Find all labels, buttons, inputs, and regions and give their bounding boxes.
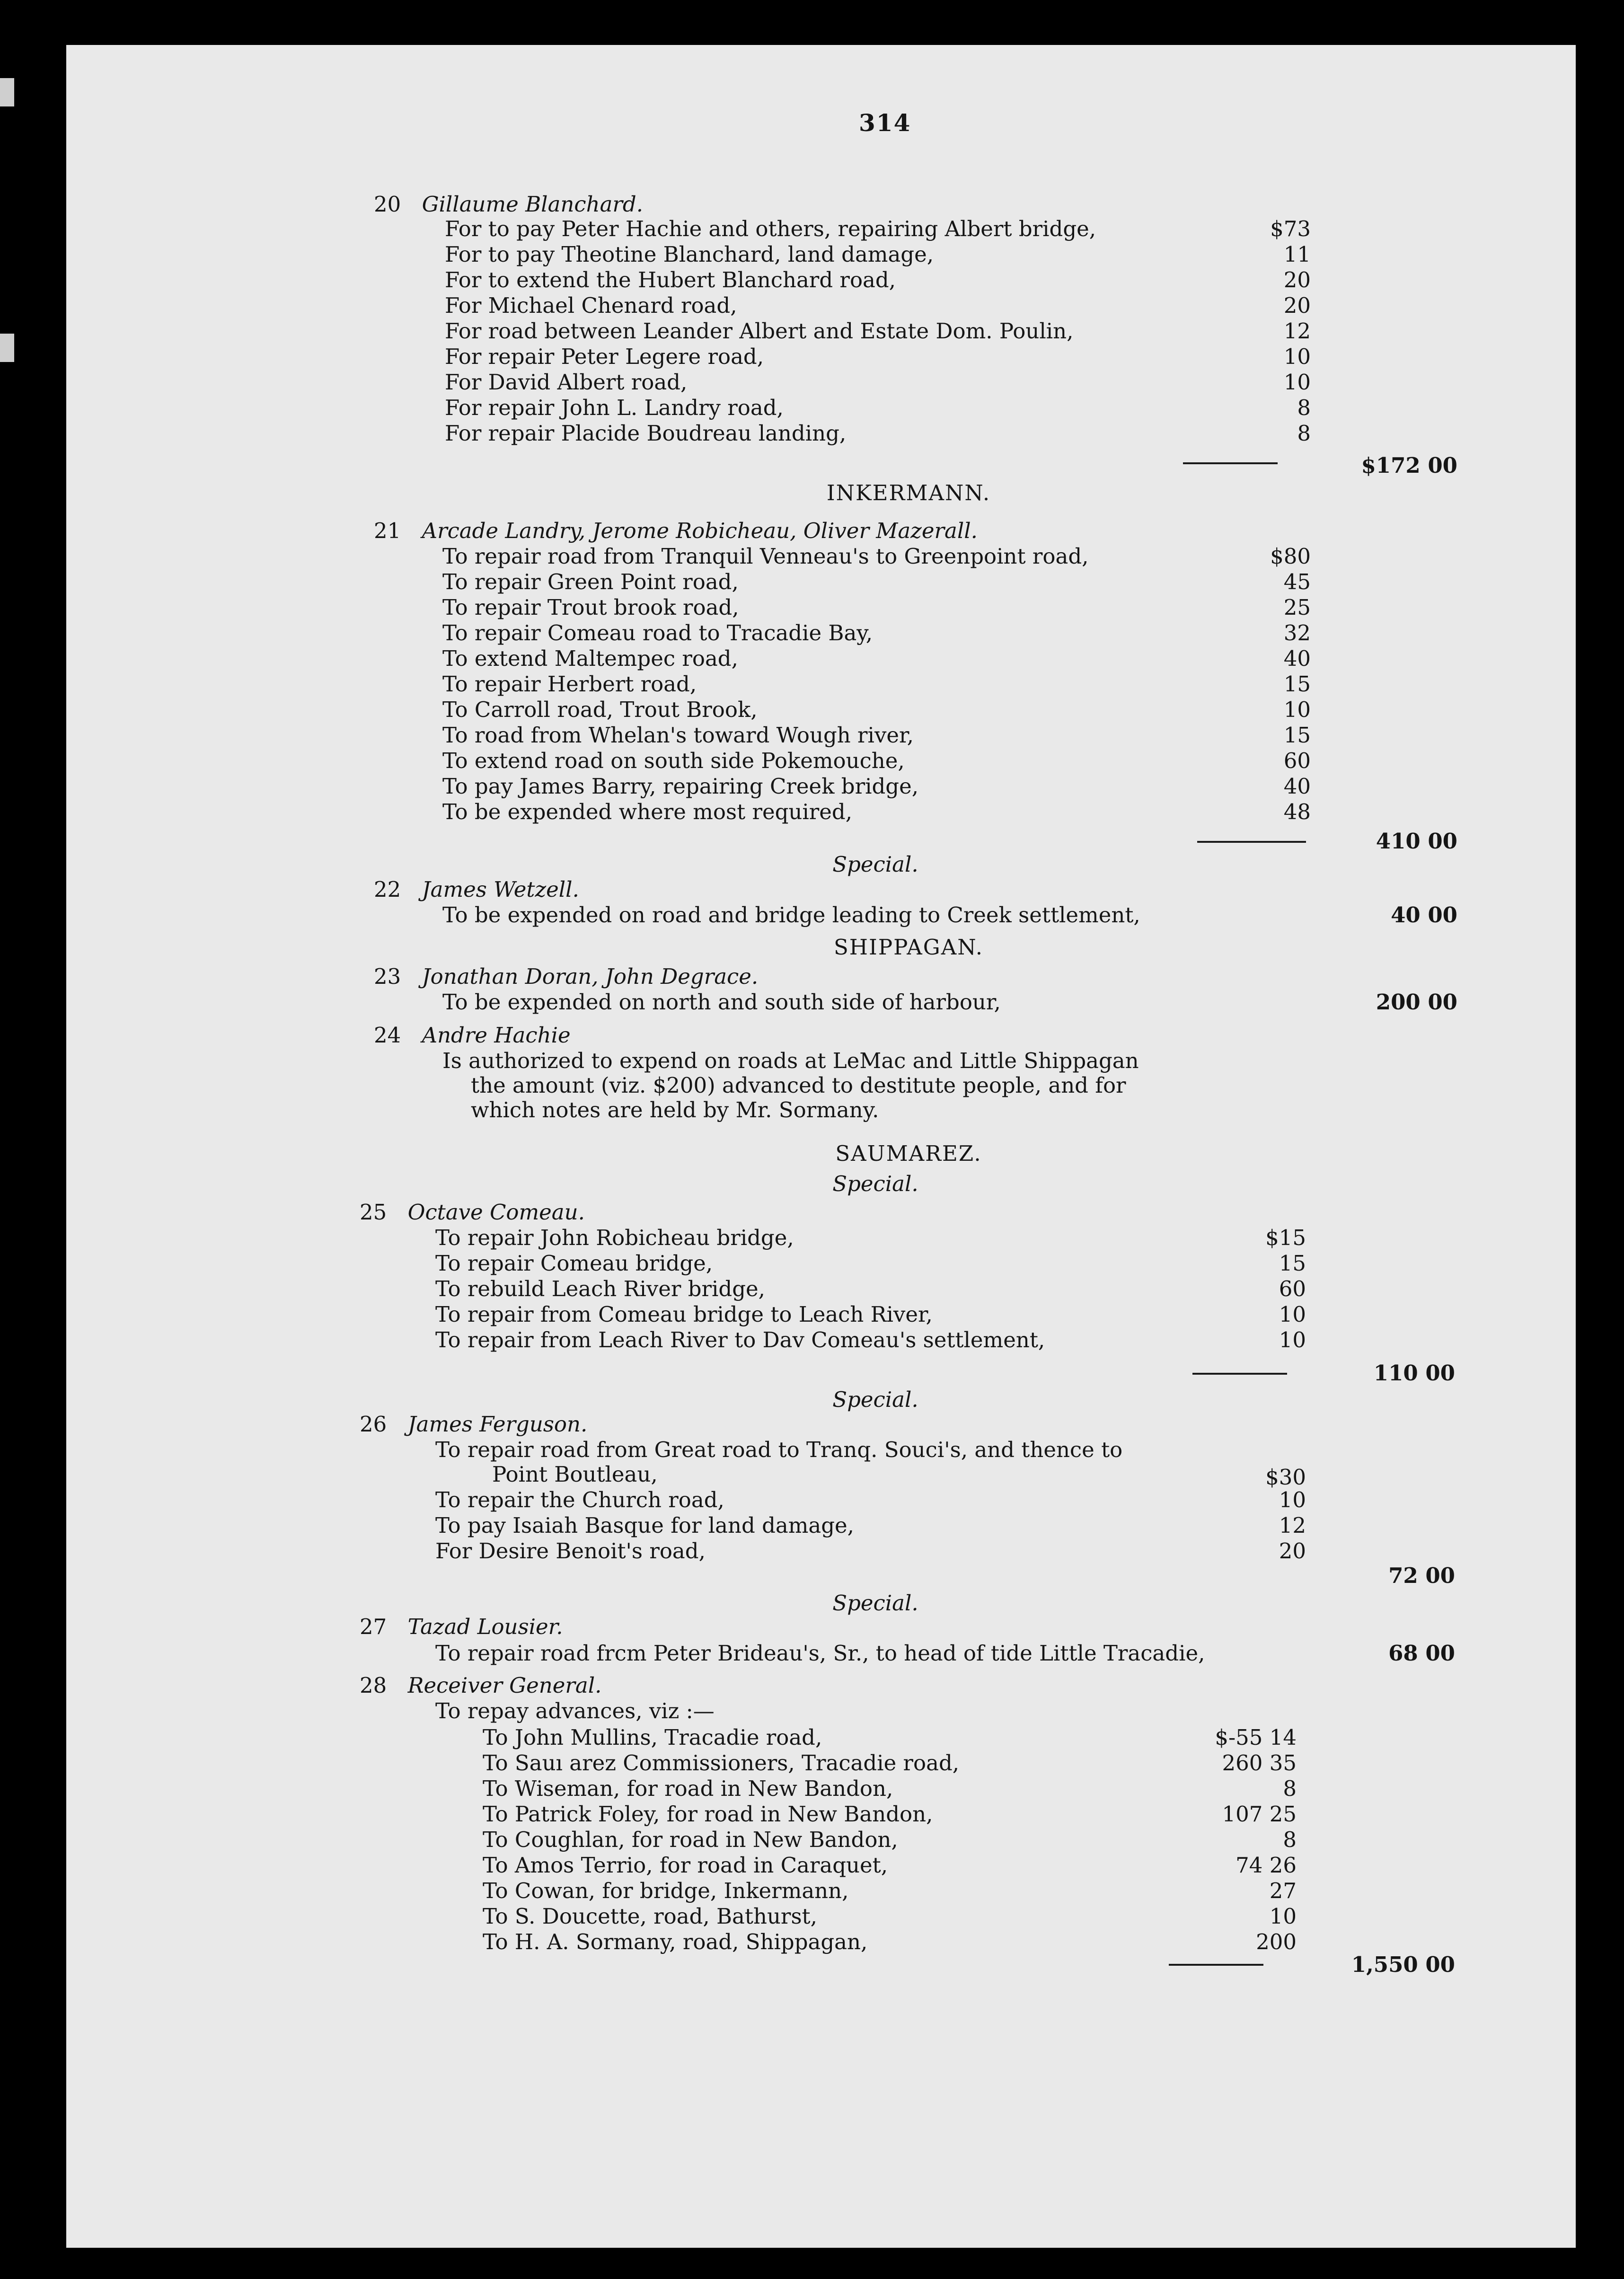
line-item-text: To road from Whelan's toward Wough river,	[442, 723, 914, 748]
special-label: Special.	[832, 852, 918, 877]
parish-heading-inkermann: INKERMANN.	[826, 480, 991, 505]
line-item-amount: 20	[1283, 293, 1311, 318]
line-item-amount: 48	[1283, 799, 1311, 824]
line-item-amount: $80	[1270, 544, 1311, 569]
commissioner-name: Arcade Landry, Jerome Robicheau, Oliver Mazerall.	[422, 518, 978, 543]
special-label: Special.	[832, 1590, 918, 1616]
section-25-header	[360, 1200, 585, 1225]
commissioner-name: Jonathan Doran, John Degrace.	[422, 964, 759, 989]
section-28-total: 1,550 00	[1351, 1952, 1455, 1977]
line-item-amount: 10	[1279, 1327, 1306, 1352]
section-26-text-line: To repair road from Great road to Tranq. Souci's, and thence to	[435, 1437, 1123, 1462]
section-number: 27	[360, 1614, 387, 1639]
section-number: 28	[360, 1673, 387, 1698]
commissioner-name: Octave Comeau.	[407, 1200, 585, 1225]
commissioner-name: Receiver General.	[407, 1673, 602, 1698]
section-24-header	[374, 1023, 571, 1048]
line-item-text: For road between Leander Albert and Estate Dom. Poulin,	[445, 318, 1074, 344]
page-edge-mark	[0, 78, 14, 106]
section-24-text-line: which notes are held by Mr. Sormany.	[471, 1097, 879, 1122]
line-item-text: To repair Comeau road to Tracadie Bay,	[442, 620, 873, 645]
line-item-amount: 11	[1283, 242, 1311, 267]
section-27-item: To repair road frcm Peter Brideau's, Sr., to head of tide Little Tracadie,	[435, 1641, 1205, 1666]
line-item-text: To Cowan, for bridge, Inkermann,	[483, 1878, 849, 1903]
line-item-amount: 40	[1283, 646, 1311, 671]
line-item-text: To repair from Leach River to Dav Comeau's settlement,	[435, 1327, 1045, 1352]
line-item-text: For to extend the Hubert Blanchard road,	[445, 267, 896, 292]
section-20-total: $172 00	[1361, 453, 1457, 478]
section-number: 22	[374, 877, 401, 902]
line-item-text: To Carroll road, Trout Brook,	[442, 697, 758, 722]
line-item-text: To repair road from Tranquil Venneau's to Greenpoint road,	[442, 544, 1089, 569]
line-item-text: To extend road on south side Pokemouche,	[442, 748, 905, 773]
commissioner-name: Tazad Lousier.	[407, 1614, 563, 1639]
line-item-amount: 60	[1279, 1276, 1306, 1301]
line-item-amount: 8	[1297, 395, 1311, 420]
line-item-amount: 12	[1279, 1513, 1306, 1538]
section-22-total: 40 00	[1391, 902, 1457, 928]
line-item-amount: $15	[1265, 1225, 1306, 1250]
line-item-amount: $-55 14	[1215, 1725, 1297, 1750]
section-number: 23	[374, 964, 401, 989]
line-item-text: To repair Green Point road,	[442, 569, 739, 594]
section-28-header	[360, 1673, 601, 1698]
line-item-text: For to pay Theotine Blanchard, land damage,	[445, 242, 934, 267]
section-20-header	[374, 192, 643, 217]
line-item-text: For Michael Chenard road,	[445, 293, 737, 318]
section-number: 21	[374, 518, 401, 543]
page-number: 314	[859, 109, 911, 137]
line-item-text: For David Albert road,	[445, 370, 688, 395]
line-item-text: To Amos Terrio, for road in Caraquet,	[483, 1853, 888, 1878]
total-rule	[1197, 841, 1306, 843]
line-item-text: For repair Placide Boudreau landing,	[445, 421, 847, 446]
line-item-amount: 60	[1283, 748, 1311, 773]
line-item-amount: 25	[1283, 595, 1311, 620]
line-item-amount: 15	[1279, 1251, 1306, 1276]
section-number: 24	[374, 1023, 401, 1048]
line-item-text: To Sauı arez Commissioners, Tracadie road,	[483, 1750, 960, 1776]
commissioner-name: James Ferguson.	[407, 1412, 588, 1437]
line-item-text: For to pay Peter Hachie and others, repairing Albert bridge,	[445, 216, 1096, 241]
section-27-total: 68 00	[1388, 1641, 1455, 1666]
parish-heading-shippagan: SHIPPAGAN.	[833, 935, 983, 960]
line-item-amount: 8	[1297, 421, 1311, 446]
line-item-text: To Wiseman, for road in New Bandon,	[483, 1776, 893, 1801]
line-item-amount: 20	[1283, 267, 1311, 292]
line-item-amount: 15	[1283, 723, 1311, 748]
line-item-text: To be expended where most required,	[442, 799, 853, 824]
section-26-amount: $30	[1265, 1465, 1306, 1490]
section-23-total: 200 00	[1376, 989, 1457, 1015]
line-item-text: To repair Herbert road,	[442, 671, 697, 697]
total-rule	[1183, 462, 1278, 464]
section-26-total: 72 00	[1388, 1563, 1455, 1588]
line-item-text: To Patrick Foley, for road in New Bandon,	[483, 1802, 933, 1827]
line-item-amount: 10	[1283, 344, 1311, 369]
section-24-text-line: the amount (viz. $200) advanced to destitute people, and for	[471, 1073, 1126, 1098]
section-28-intro: To repay advances, viz :—	[435, 1698, 715, 1723]
line-item-amount: 8	[1283, 1776, 1297, 1801]
commissioner-name: Gillaume Blanchard.	[422, 192, 644, 217]
line-item-amount: 10	[1279, 1302, 1306, 1327]
page-edge-mark	[0, 334, 14, 362]
section-26-text-line: Point Boutleau,	[492, 1462, 658, 1487]
line-item-text: To extend Maltempec road,	[442, 646, 738, 671]
line-item-text: To H. A. Sormany, road, Shippagan,	[483, 1929, 868, 1954]
line-item-amount: 200	[1256, 1929, 1297, 1954]
line-item-amount: 260 35	[1222, 1750, 1297, 1776]
line-item-text: To repair the Church road,	[435, 1487, 724, 1512]
section-24-text-line: Is authorized to expend on roads at LeMac and Little Shippagan	[442, 1048, 1139, 1073]
line-item-amount: 10	[1279, 1487, 1306, 1512]
section-23-item: To be expended on north and south side of harbour,	[442, 989, 1001, 1015]
line-item-text: To repair Trout brook road,	[442, 595, 739, 620]
section-number: 25	[360, 1200, 387, 1225]
line-item-text: To pay Isaiah Basque for land damage,	[435, 1513, 854, 1538]
line-item-amount: 8	[1283, 1827, 1297, 1852]
line-item-amount: $73	[1270, 216, 1311, 241]
section-26-header	[360, 1412, 587, 1437]
total-rule	[1169, 1964, 1263, 1966]
commissioner-name: Andre Hachie	[422, 1023, 571, 1048]
line-item-amount: 10	[1283, 697, 1311, 722]
line-item-amount: 107 25	[1222, 1802, 1297, 1827]
section-23-header	[374, 964, 758, 989]
line-item-amount: 45	[1283, 569, 1311, 594]
line-item-text: To rebuild Leach River bridge,	[435, 1276, 765, 1301]
document-page	[66, 45, 1576, 2248]
line-item-amount: 27	[1269, 1878, 1297, 1903]
line-item-text: For Desire Benoit's road,	[435, 1538, 706, 1564]
section-27-header	[360, 1614, 563, 1640]
section-21-total: 410 00	[1376, 829, 1457, 854]
line-item-text: To Coughlan, for road in New Bandon,	[483, 1827, 898, 1852]
line-item-amount: 10	[1269, 1904, 1297, 1929]
line-item-amount: 20	[1279, 1538, 1306, 1564]
line-item-text: For repair Peter Legere road,	[445, 344, 764, 369]
section-number: 20	[374, 192, 401, 217]
special-label: Special.	[832, 1171, 918, 1196]
commissioner-name: James Wetzell.	[422, 877, 579, 902]
line-item-text: To repair from Comeau bridge to Leach River,	[435, 1302, 933, 1327]
line-item-amount: 15	[1283, 671, 1311, 697]
line-item-text: To pay James Barry, repairing Creek bridge,	[442, 774, 919, 799]
parish-heading-saumarez: SAUMAREZ.	[835, 1141, 982, 1166]
section-25-total: 110 00	[1373, 1360, 1455, 1386]
section-22-item: To be expended on road and bridge leading to Creek settlement,	[442, 902, 1140, 928]
line-item-text: To John Mullins, Tracadie road,	[483, 1725, 822, 1750]
line-item-amount: 74 26	[1236, 1853, 1297, 1878]
section-22-header	[374, 877, 579, 902]
line-item-amount: 12	[1283, 318, 1311, 344]
line-item-amount: 32	[1283, 620, 1311, 645]
section-21-header	[374, 518, 978, 544]
line-item-text: To repair John Robicheau bridge,	[435, 1225, 794, 1250]
line-item-amount: 40	[1283, 774, 1311, 799]
special-label: Special.	[832, 1387, 918, 1412]
total-rule	[1192, 1373, 1287, 1375]
section-number: 26	[360, 1412, 387, 1437]
line-item-text: To S. Doucette, road, Bathurst,	[483, 1904, 817, 1929]
line-item-text: For repair John L. Landry road,	[445, 395, 784, 420]
line-item-text: To repair Comeau bridge,	[435, 1251, 713, 1276]
line-item-amount: 10	[1283, 370, 1311, 395]
